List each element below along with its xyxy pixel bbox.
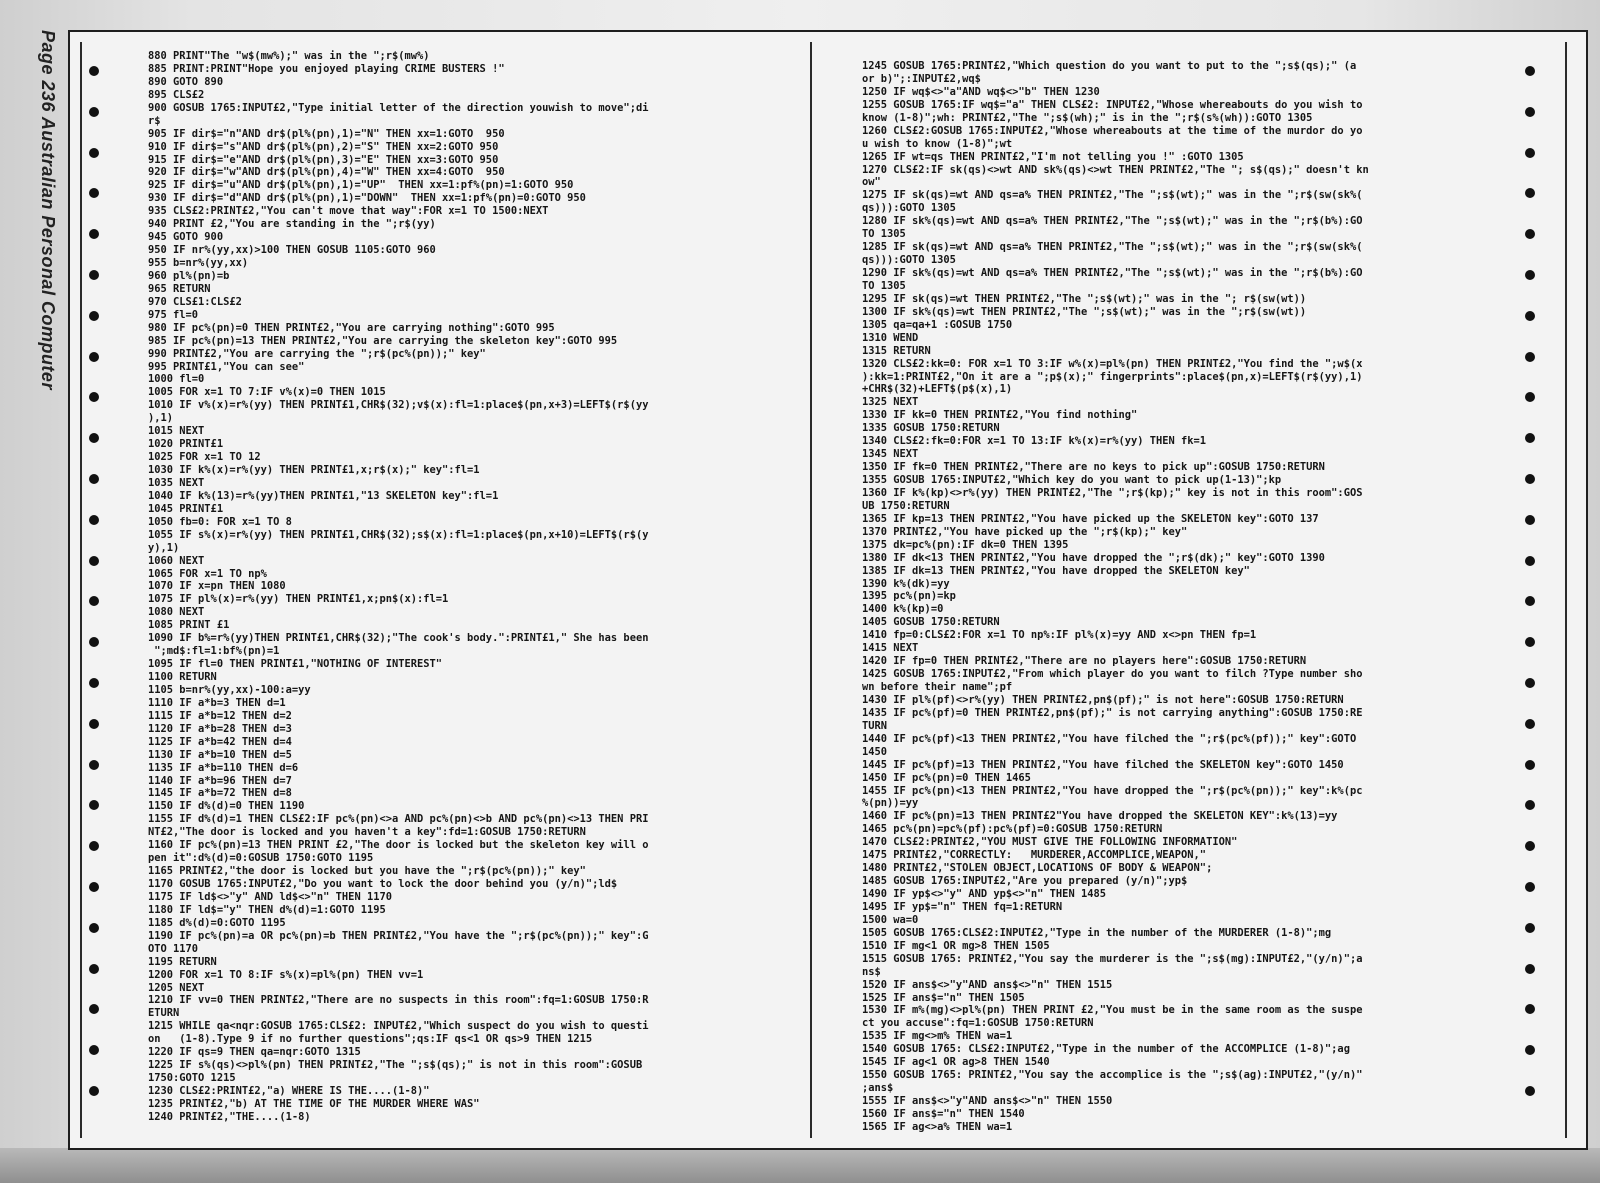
code-line: 940 PRINT £2,"You are standing in the ";r$(yy) xyxy=(148,218,436,231)
tractor-hole xyxy=(1525,1004,1535,1014)
code-line: or b)";:INPUT£2,wq$ xyxy=(862,72,981,85)
code-line: 1075 IF pl%(x)=r%(yy) THEN PRINT£1,x;pn$(x):fl=1 xyxy=(148,593,449,606)
code-line: 1355 GOSUB 1765:INPUT£2,"Which key do you want to pick up(1-13)";kp xyxy=(862,474,1282,486)
code-line: 1540 GOSUB 1765: CLS£2:INPUT£2,"Type in the number of the ACCOMPLICE (1-8)";ag xyxy=(862,1043,1350,1056)
code-line: 1105 b=nr%(yy,xx)-100:a=yy xyxy=(148,683,311,696)
code-line: 935 CLS£2:PRINT£2,"You can't move that way":FOR x=1 TO 1500:NEXT xyxy=(148,205,549,218)
code-line: 1495 IF yp$="n" THEN fq=1:RETURN xyxy=(862,900,1063,913)
tractor-hole xyxy=(89,637,99,647)
tractor-hole xyxy=(1525,148,1535,158)
code-line: u wish to know (1-8)";wt xyxy=(862,137,1013,150)
tractor-hole xyxy=(89,66,99,76)
tractor-hole xyxy=(89,596,99,606)
code-line: NT£2,"The door is locked and you haven't a key":fd=1:GOSUB 1750:RETURN xyxy=(148,826,586,839)
code-line: 1375 dk=pc%(pn):IF dk=0 THEN 1395 xyxy=(862,538,1069,551)
tractor-hole xyxy=(1525,841,1535,851)
tractor-hole xyxy=(1525,474,1535,484)
tractor-hole xyxy=(89,229,99,239)
tractor-hole xyxy=(89,1086,99,1096)
code-line: 1235 PRINT£2,"b) AT THE TIME OF THE MURDER WHERE WAS" xyxy=(148,1097,480,1110)
code-line: 1115 IF a*b=12 THEN d=2 xyxy=(148,709,292,722)
code-line: 1475 PRINT£2,"CORRECTLY: MURDERER,ACCOMPLICE,WEAPON," xyxy=(862,849,1207,862)
code-line: 950 IF nr%(yy,xx)>100 THEN GOSUB 1105:GOTO 960 xyxy=(148,244,436,257)
page-shadow xyxy=(0,1148,1600,1183)
tractor-hole xyxy=(1525,760,1535,770)
code-line: 900 GOSUB 1765:INPUT£2,"Type initial letter of the direction youwish to move";di xyxy=(148,101,649,114)
code-line: 1385 IF dk=13 THEN PRINT£2,"You have dropped the SKELETON key" xyxy=(862,564,1250,577)
code-line: 1465 pc%(pn)=pc%(pf):pc%(pf)=0:GOSUB 1750:RETURN xyxy=(862,823,1163,836)
code-line: 1290 IF sk%(qs)=wt AND qs=a% THEN PRINT£2,"The ";s$(wt);" was in the ";r$(b%):GO xyxy=(862,267,1363,279)
code-line: 1050 fb=0: FOR x=1 TO 8 xyxy=(148,515,292,528)
code-line: 1230 CLS£2:PRINT£2,"a) WHERE IS THE....(1-8)" xyxy=(148,1085,430,1097)
code-line: 1255 GOSUB 1765:IF wq$="a" THEN CLS£2: INPUT£2,"Whose whereabouts do you wish to xyxy=(862,98,1363,111)
code-line: 965 RETURN xyxy=(148,282,211,295)
code-line: 1420 IF fp=0 THEN PRINT£2,"There are no players here":GOSUB 1750:RETURN xyxy=(862,655,1307,668)
code-line: 1195 RETURN xyxy=(148,955,217,968)
code-line: 1405 GOSUB 1750:RETURN xyxy=(862,616,1000,629)
code-line: 895 CLS£2 xyxy=(148,88,205,101)
code-line: 1030 IF k%(x)=r%(yy) THEN PRINT£1,x;r$(x);" key":fl=1 xyxy=(148,464,480,476)
code-line: 1450 xyxy=(862,745,888,758)
code-line: 1070 IF x=pn THEN 1080 xyxy=(148,580,286,593)
code-line: 1485 GOSUB 1765:INPUT£2,"Are you prepared (y/n)";yp$ xyxy=(862,875,1188,888)
code-line: 1165 PRINT£2,"the door is locked but you have the ";r$(pc%(pn));" key" xyxy=(148,865,586,878)
code-line: 920 IF dir$="w"AND dr$(pl%(pn),4)="W" THEN xx=4:GOTO 950 xyxy=(148,166,505,179)
page-caption-text: Page 236 Australian Personal Computer xyxy=(38,30,58,390)
tractor-hole xyxy=(1525,923,1535,933)
tractor-hole xyxy=(89,474,99,484)
code-line: 1080 NEXT xyxy=(148,606,205,619)
code-line: 995 PRINT£1,"You can see" xyxy=(148,360,305,373)
code-line: 1510 IF mg<1 OR mg>8 THEN 1505 xyxy=(862,939,1050,952)
code-line: %(pn))=yy xyxy=(862,797,919,810)
code-line: 1535 IF mg<>m% THEN wa=1 xyxy=(862,1030,1013,1043)
tractor-hole xyxy=(1525,66,1535,76)
code-line: 1170 GOSUB 1765:INPUT£2,"Do you want to lock the door behind you (y/n)";ld$ xyxy=(148,878,618,890)
code-line: qs))):GOTO 1305 xyxy=(862,202,956,215)
tractor-hole xyxy=(89,188,99,198)
code-line: 1530 IF m%(mg)<>pl%(pn) THEN PRINT £2,"You must be in the same room as the suspe xyxy=(862,1004,1363,1017)
tractor-hole xyxy=(1525,392,1535,402)
code-line: ),1) xyxy=(148,412,174,425)
code-line: 1055 IF s%(x)=r%(yy) THEN PRINT£1,CHR$(32);s$(x):fl=1:place$(pn,x+10)=LEFT$(r$(y xyxy=(148,528,649,541)
code-line: 1320 CLS£2:kk=0: FOR x=1 TO 3:IF w%(x)=pl%(pn) THEN PRINT£2,"You find the ";w$(x xyxy=(862,357,1363,370)
tractor-hole xyxy=(1525,229,1535,239)
tractor-hole xyxy=(89,841,99,851)
code-line: 1480 PRINT£2,"STOLEN OBJECT,LOCATIONS OF BODY & WEAPON"; xyxy=(862,862,1213,875)
code-line: 1400 k%(kp)=0 xyxy=(862,603,944,616)
tractor-hole xyxy=(1525,637,1535,647)
code-line: 1020 PRINT£1 xyxy=(148,438,224,451)
tractor-hole xyxy=(1525,1045,1535,1055)
code-line: 1365 IF kp=13 THEN PRINT£2,"You have picked up the SKELETON key":GOTO 137 xyxy=(862,512,1319,525)
code-line: r$ xyxy=(148,114,161,127)
code-line: 880 PRINT"The "w$(mw%);" was in the ";r$(mw%) xyxy=(148,50,430,62)
tractor-hole xyxy=(1525,311,1535,321)
code-line: 1065 FOR x=1 TO np% xyxy=(148,567,267,580)
tractor-hole xyxy=(1525,515,1535,525)
code-line: UB 1750:RETURN xyxy=(862,499,950,512)
tractor-hole xyxy=(1525,352,1535,362)
code-line: 1305 qa=qa+1 :GOSUB 1750 xyxy=(862,318,1013,331)
code-line: 970 CLS£1:CLS£2 xyxy=(148,295,242,308)
code-line: 1295 IF sk(qs)=wt THEN PRINT£2,"The ";s$(wt);" was in the "; r$(sw(wt)) xyxy=(862,292,1307,305)
tractor-hole xyxy=(89,433,99,443)
code-line: ow" xyxy=(862,176,881,189)
code-line: 1350 IF fk=0 THEN PRINT£2,"There are no keys to pick up":GOSUB 1750:RETURN xyxy=(862,461,1325,474)
code-line: 1520 IF ans$<>"y"AND ans$<>"n" THEN 1515 xyxy=(862,978,1113,991)
code-line: 1145 IF a*b=72 THEN d=8 xyxy=(148,787,292,800)
code-line: 1470 CLS£2:PRINT£2,"YOU MUST GIVE THE FOLLOWING INFORMATION" xyxy=(862,836,1238,849)
code-line: 1390 k%(dk)=yy xyxy=(862,577,950,590)
code-line: 1015 NEXT xyxy=(148,425,205,438)
code-line: 1505 GOSUB 1765:CLS£2:INPUT£2,"Type in the number of the MURDERER (1-8)";mg xyxy=(862,926,1332,939)
tractor-hole xyxy=(89,392,99,402)
code-line: 980 IF pc%(pn)=0 THEN PRINT£2,"You are carrying nothing":GOTO 995 xyxy=(148,321,555,334)
code-line: 975 fl=0 xyxy=(148,308,199,321)
code-line: 1430 IF pl%(pf)<>r%(yy) THEN PRINT£2,pn$(pf);" is not here":GOSUB 1750:RETURN xyxy=(862,693,1344,706)
tractor-hole xyxy=(89,311,99,321)
code-line: 1335 GOSUB 1750:RETURN xyxy=(862,422,1000,435)
code-line: 1120 IF a*b=28 THEN d=3 xyxy=(148,722,292,735)
code-line: 1330 IF kk=0 THEN PRINT£2,"You find nothing" xyxy=(862,409,1138,422)
code-line: 1190 IF pc%(pn)=a OR pc%(pn)=b THEN PRINT£2,"You have the ";r$(pc%(pn));" key":G xyxy=(148,929,649,942)
code-line: 1160 IF pc%(pn)=13 THEN PRINT £2,"The door is locked but the skeleton key will o xyxy=(148,839,649,852)
code-line: ";md$:fl=1:bf%(pn)=1 xyxy=(148,645,280,658)
program-listing-left xyxy=(148,50,648,1124)
code-line: 1280 IF sk%(qs)=wt AND qs=a% THEN PRINT£2,"The ";s$(wt);" was in the ";r$(b%):GO xyxy=(862,215,1363,228)
tractor-hole xyxy=(89,556,99,566)
tractor-hole xyxy=(1525,596,1535,606)
code-line: 1270 CLS£2:IF sk(qs)<>wt AND sk%(qs)<>wt THEN PRINT£2,"The "; s$(qs);" doesn't kn xyxy=(862,163,1369,176)
code-line: 1450 IF pc%(pn)=0 THEN 1465 xyxy=(862,771,1031,784)
code-line: 915 IF dir$="e"AND dr$(pl%(pn),3)="E" THEN xx=3:GOTO 950 xyxy=(148,153,499,166)
code-line: on (1-8).Type 9 if no further questions";qs:IF qs<1 OR qs>9 THEN 1215 xyxy=(148,1033,593,1046)
code-line: 1250 IF wq$<>"a"AND wq$<>"b" THEN 1230 xyxy=(862,85,1100,98)
code-line: 1360 IF k%(kp)<>r%(yy) THEN PRINT£2,"The ";r$(kp);" key is not in this room":GOS xyxy=(862,486,1363,499)
tractor-hole xyxy=(1525,188,1535,198)
code-line: 1240 PRINT£2,"THE....(1-8) xyxy=(148,1110,311,1123)
code-line: 1345 NEXT xyxy=(862,448,919,461)
code-line: 905 IF dir$="n"AND dr$(pl%(pn),1)="N" THEN xx=1:GOTO 950 xyxy=(148,127,505,140)
code-line: 1185 d%(d)=0:GOTO 1195 xyxy=(148,916,286,929)
code-line: 1370 PRINT£2,"You have picked up the ";r$(kp);" key" xyxy=(862,525,1188,538)
code-line: 1000 fl=0 xyxy=(148,373,205,386)
tractor-hole xyxy=(1525,719,1535,729)
tractor-hole xyxy=(89,882,99,892)
code-line: 1300 IF sk%(qs)=wt THEN PRINT£2,"The ";s$(wt);" was in the ";r$(sw(wt)) xyxy=(862,305,1307,318)
code-line: 1445 IF pc%(pf)=13 THEN PRINT£2,"You have filched the SKELETON key":GOTO 1450 xyxy=(862,758,1344,771)
code-line: 1135 IF a*b=110 THEN d=6 xyxy=(148,761,299,774)
code-line: 1025 FOR x=1 TO 12 xyxy=(148,451,261,464)
code-line: 1285 IF sk(qs)=wt AND qs=a% THEN PRINT£2,"The ";s$(wt);" was in the ";r$(sw(sk%( xyxy=(862,241,1363,254)
code-line: 1155 IF d%(d)=1 THEN CLS£2:IF pc%(pn)<>a AND pc%(pn)<>b AND pc%(pn)<>13 THEN PRI xyxy=(148,813,649,826)
code-line: 1340 CLS£2:fk=0:FOR x=1 TO 13:IF k%(x)=r%(yy) THEN fk=1 xyxy=(862,435,1207,448)
code-line: 1440 IF pc%(pf)<13 THEN PRINT£2,"You have filched the ";r$(pc%(pf));" key":GOTO xyxy=(862,732,1357,745)
code-line: ;ans$ xyxy=(862,1082,894,1095)
tractor-hole xyxy=(1525,1086,1535,1096)
code-line: 1060 NEXT xyxy=(148,554,205,567)
code-line: 1090 IF b%=r%(yy)THEN PRINT£1,CHR$(32);"The cook's body.":PRINT£1," She has been xyxy=(148,632,649,645)
code-line: 1265 IF wt=qs THEN PRINT£2,"I'm not telling you !" :GOTO 1305 xyxy=(862,150,1244,163)
code-line: 1415 NEXT xyxy=(862,642,919,655)
code-line: 1245 GOSUB 1765:PRINT£2,"Which question do you want to put to the ";s$(qs);" (a xyxy=(862,60,1357,72)
code-line: 1500 wa=0 xyxy=(862,913,919,926)
tractor-hole xyxy=(89,800,99,810)
code-line: 1210 IF vv=0 THEN PRINT£2,"There are no suspects in this room":fq=1:GOSUB 1750:R xyxy=(148,994,649,1007)
code-line: 1045 PRINT£1 xyxy=(148,502,224,515)
tractor-hole xyxy=(1525,882,1535,892)
tractor-hole xyxy=(89,760,99,770)
code-line: 890 GOTO 890 xyxy=(148,75,224,88)
left-margin-rule xyxy=(80,42,82,1138)
code-line: know (1-8)";wh: PRINT£2,"The ";s$(wh);" is in the ";r$(s%(wh)):GOTO 1305 xyxy=(862,111,1313,124)
code-line: 1085 PRINT £1 xyxy=(148,619,230,632)
page-caption xyxy=(20,30,60,410)
code-line: 1550 GOSUB 1765: PRINT£2,"You say the accomplice is the ";s$(ag):INPUT£2,"(y/n)" xyxy=(862,1069,1363,1082)
code-line: 1225 IF s%(qs)<>pl%(pn) THEN PRINT£2,"The ";s$(qs);" is not in this room":GOSUB xyxy=(148,1059,643,1072)
code-line: 1455 IF pc%(pn)<13 THEN PRINT£2,"You have dropped the ";r$(pc%(pn));" key":k%(pc xyxy=(862,784,1363,797)
tractor-hole xyxy=(89,719,99,729)
tractor-hole xyxy=(1525,678,1535,688)
code-line: 955 b=nr%(yy,xx) xyxy=(148,257,249,269)
tractor-hole xyxy=(1525,964,1535,974)
code-line: 1040 IF k%(13)=r%(yy)THEN PRINT£1,"13 SKELETON key":fl=1 xyxy=(148,489,499,502)
tractor-hole xyxy=(89,1004,99,1014)
code-line: 1460 IF pc%(pn)=13 THEN PRINT£2"You have dropped the SKELETON KEY":k%(13)=yy xyxy=(862,810,1338,823)
code-line: 1100 RETURN xyxy=(148,671,217,683)
code-line: 910 IF dir$="s"AND dr$(pl%(pn),2)="S" THEN xx=2:GOTO 950 xyxy=(148,140,499,153)
code-line: 1425 GOSUB 1765:INPUT£2,"From which player do you want to filch ?Type number sho xyxy=(862,668,1363,681)
code-line: 1035 NEXT xyxy=(148,476,205,489)
code-line: 1315 RETURN xyxy=(862,344,931,357)
tractor-hole xyxy=(1525,556,1535,566)
code-line: ns$ xyxy=(862,965,881,978)
code-line: 1180 IF ld$="y" THEN d%(d)=1:GOTO 1195 xyxy=(148,903,386,916)
code-line: +CHR$(32)+LEFT$(p$(x),1) xyxy=(862,383,1013,396)
code-line: 985 IF pc%(pn)=13 THEN PRINT£2,"You are carrying the skeleton key":GOTO 995 xyxy=(148,334,618,347)
code-line: 945 GOTO 900 xyxy=(148,231,224,244)
code-line: ETURN xyxy=(148,1007,180,1020)
code-line: 1565 IF ag<>a% THEN wa=1 xyxy=(862,1120,1013,1133)
code-line: OTO 1170 xyxy=(148,942,199,955)
tractor-hole xyxy=(89,1045,99,1055)
printout-sheet xyxy=(68,30,1588,1150)
code-line: TO 1305 xyxy=(862,228,906,241)
code-line: 1005 FOR x=1 TO 7:IF v%(x)=0 THEN 1015 xyxy=(148,386,386,399)
code-line: 1125 IF a*b=42 THEN d=4 xyxy=(148,735,292,748)
code-line: 1490 IF yp$<>"y" AND yp$<>"n" THEN 1485 xyxy=(862,888,1106,900)
code-line: 1095 IF fl=0 THEN PRINT£1,"NOTHING OF INTEREST" xyxy=(148,658,443,671)
right-margin-rule xyxy=(1565,42,1567,1138)
tractor-hole xyxy=(89,148,99,158)
code-line: 1130 IF a*b=10 THEN d=5 xyxy=(148,748,292,761)
code-line: 1140 IF a*b=96 THEN d=7 xyxy=(148,774,292,787)
tractor-hole xyxy=(89,107,99,117)
code-line: 1380 IF dk<13 THEN PRINT£2,"You have dropped the ";r$(dk);" key":GOTO 1390 xyxy=(862,551,1325,564)
tractor-hole xyxy=(89,352,99,362)
code-line: 925 IF dir$="u"AND dr$(pl%(pn),1)="UP" THEN xx=1:pf%(pn)=1:GOTO 950 xyxy=(148,179,574,192)
code-line: 1410 fp=0:CLS£2:FOR x=1 TO np%:IF pl%(x)=yy AND x<>pn THEN fp=1 xyxy=(862,629,1257,642)
code-line: qs))):GOTO 1305 xyxy=(862,254,956,267)
code-line: 1275 IF sk(qs)=wt AND qs=a% THEN PRINT£2,"The ";s$(wt);" was in the ";r$(sw(sk%( xyxy=(862,189,1363,202)
code-line: ):kk=1:PRINT£2,"On it are a ";p$(x);" fingerprints":place$(pn,x)=LEFT$(r$(yy),1) xyxy=(862,370,1363,383)
code-line: 1110 IF a*b=3 THEN d=1 xyxy=(148,696,286,709)
code-line: 1205 NEXT xyxy=(148,981,205,994)
code-line: 1175 IF ld$<>"y" AND ld$<>"n" THEN 1170 xyxy=(148,890,392,903)
code-line: 1560 IF ans$="n" THEN 1540 xyxy=(862,1107,1025,1120)
tractor-hole xyxy=(89,964,99,974)
tractor-hole xyxy=(1525,107,1535,117)
tractor-hole xyxy=(1525,270,1535,280)
code-line: 1435 IF pc%(pf)=0 THEN PRINT£2,pn$(pf);" is not carrying anything":GOSUB 1750:RE xyxy=(862,706,1363,719)
code-line: wn before their name";pf xyxy=(862,681,1013,693)
code-line: 1555 IF ans$<>"y"AND ans$<>"n" THEN 1550 xyxy=(862,1095,1113,1107)
code-line: 1220 IF qs=9 THEN qa=nqr:GOTO 1315 xyxy=(148,1046,361,1059)
code-line: 990 PRINT£2,"You are carrying the ";r$(pc%(pn));" key" xyxy=(148,347,486,360)
program-listing-right xyxy=(862,60,1369,1134)
code-line: 1325 NEXT xyxy=(862,396,919,409)
code-line: pen it":d%(d)=0:GOSUB 1750:GOTO 1195 xyxy=(148,852,374,865)
code-line: 1150 IF d%(d)=0 THEN 1190 xyxy=(148,800,305,813)
tractor-hole xyxy=(89,270,99,280)
code-line: 1750:GOTO 1215 xyxy=(148,1072,236,1085)
code-line: 1310 WEND xyxy=(862,331,919,344)
code-line: 1395 pc%(pn)=kp xyxy=(862,590,956,603)
code-line: TO 1305 xyxy=(862,279,906,292)
tractor-hole xyxy=(89,515,99,525)
tractor-hole xyxy=(1525,800,1535,810)
code-line: 1525 IF ans$="n" THEN 1505 xyxy=(862,991,1025,1004)
code-line: 1200 FOR x=1 TO 8:IF s%(x)=pl%(pn) THEN vv=1 xyxy=(148,968,424,981)
code-line: 930 IF dir$="d"AND dr$(pl%(pn),1)="DOWN" THEN xx=1:pf%(pn)=0:GOTO 950 xyxy=(148,192,586,205)
code-line: TURN xyxy=(862,719,888,732)
code-line: 885 PRINT:PRINT"Hope you enjoyed playing CRIME BUSTERS !" xyxy=(148,62,505,75)
column-divider xyxy=(810,42,812,1138)
tractor-hole xyxy=(89,923,99,933)
tractor-hole xyxy=(89,678,99,688)
code-line: y),1) xyxy=(148,541,180,554)
code-line: 960 pl%(pn)=b xyxy=(148,269,230,282)
code-line: 1515 GOSUB 1765: PRINT£2,"You say the murderer is the ";s$(mg):INPUT£2,"(y/n)";a xyxy=(862,952,1363,965)
code-line: 1260 CLS£2:GOSUB 1765:INPUT£2,"Whose whereabouts at the time of the murdor do yo xyxy=(862,124,1363,137)
code-line: ct you accuse":fq=1:GOSUB 1750:RETURN xyxy=(862,1017,1094,1030)
code-line: 1010 IF v%(x)=r%(yy) THEN PRINT£1,CHR$(32);v$(x):fl=1:place$(pn,x+3)=LEFT$(r$(yy xyxy=(148,399,649,412)
code-line: 1215 WHILE qa<nqr:GOSUB 1765:CLS£2: INPUT£2,"Which suspect do you wish to questi xyxy=(148,1020,649,1033)
tractor-hole xyxy=(1525,433,1535,443)
code-line: 1545 IF ag<1 OR ag>8 THEN 1540 xyxy=(862,1056,1050,1069)
